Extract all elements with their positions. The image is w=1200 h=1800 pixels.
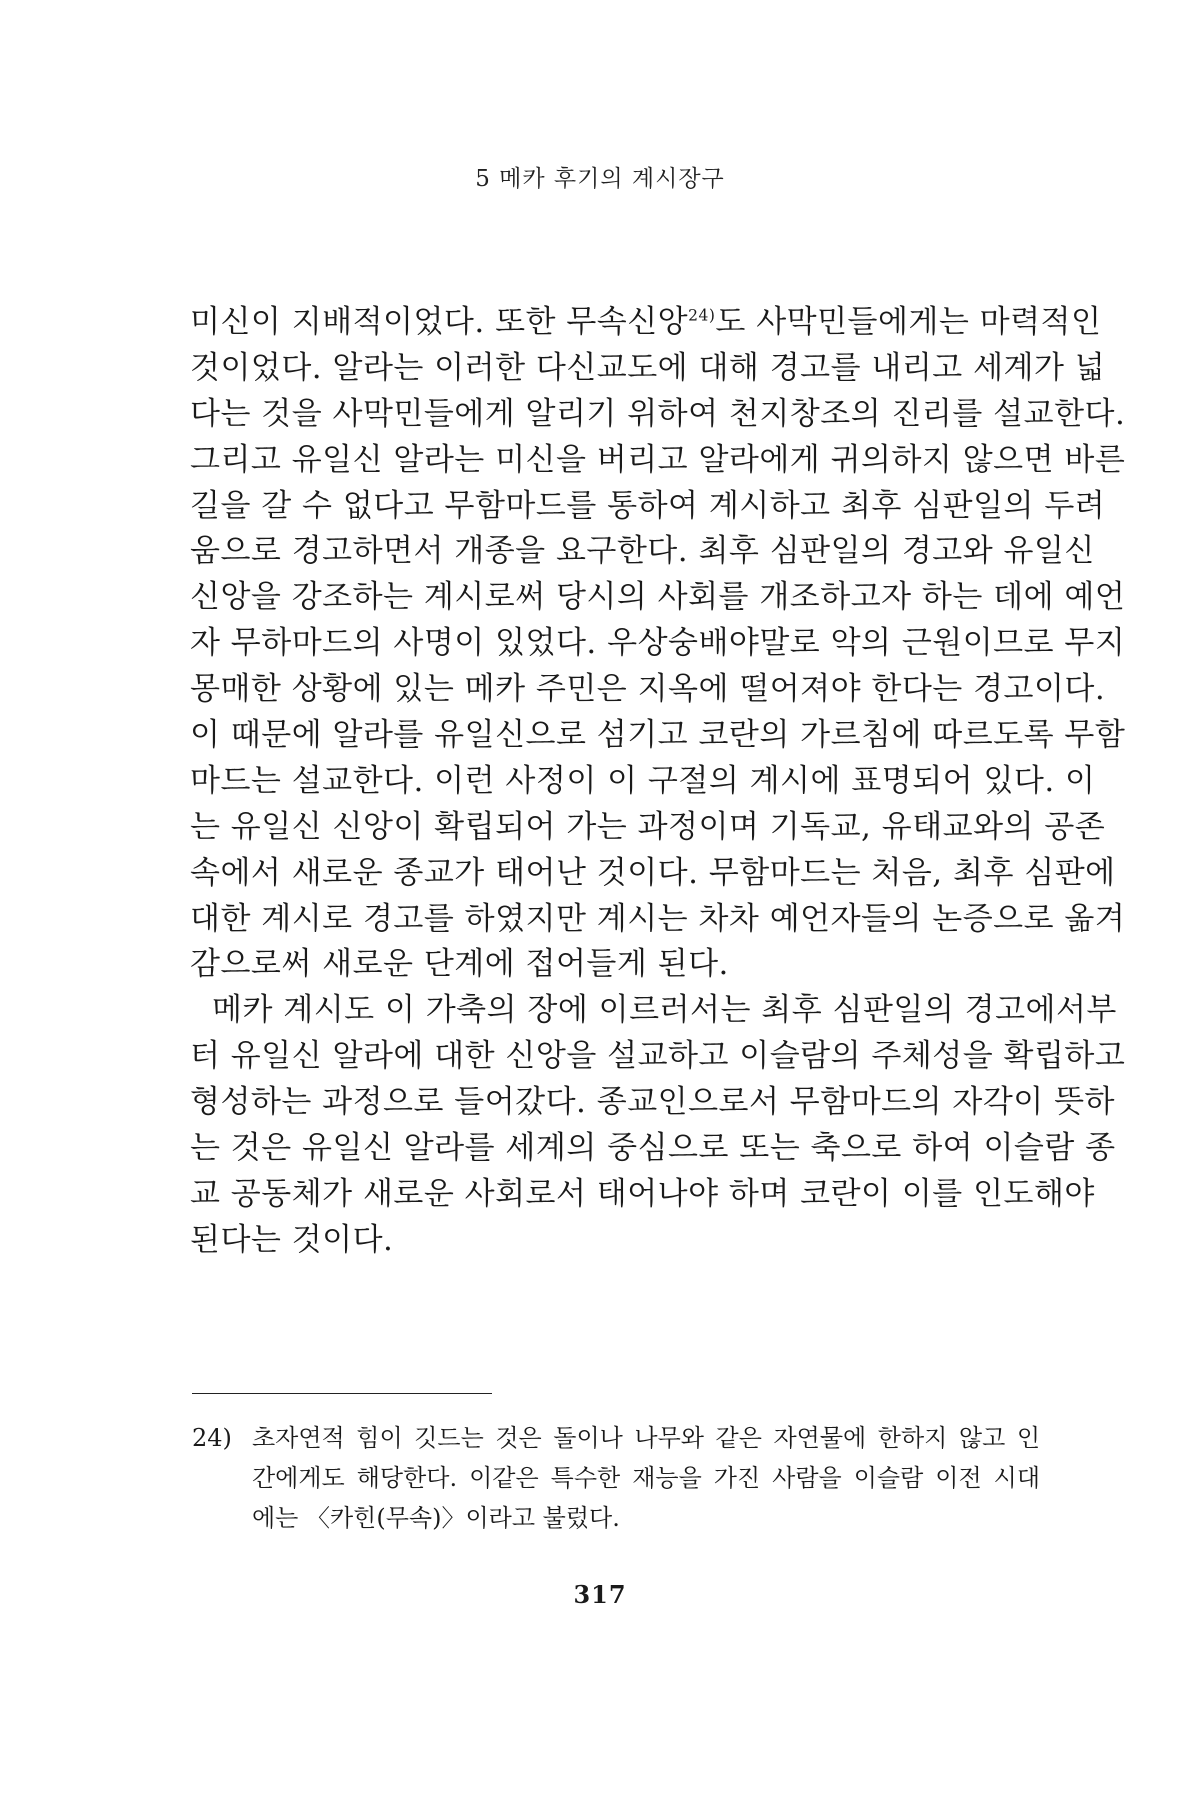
text-line-content: 미신이 지배적이었다. 또한 무속신앙 xyxy=(190,304,689,340)
footnote-line: 간에게도 해당한다. 이같은 특수한 재능을 가진 사람을 이슬람 이전 시대 xyxy=(252,1464,1040,1492)
footnote xyxy=(192,1418,1040,1538)
text-line: 이 때문에 알라를 유일신으로 섬기고 코란의 가르침에 따르도록 무함 xyxy=(190,717,1126,754)
text-line: 것이었다. 알라는 이러한 다신교도에 대해 경고를 내리고 세계가 넓 xyxy=(190,349,1106,386)
body-text xyxy=(190,300,1126,1264)
text-line-content: 도 사막민들에게는 마력적인 xyxy=(715,304,1102,340)
footnote-divider xyxy=(192,1393,492,1394)
text-line: 자 무하마드의 사명이 있었다. 우상숭배야말로 악의 근원이므로 무지 xyxy=(190,625,1126,662)
text-line: 대한 계시로 경고를 하였지만 계시는 차차 예언자들의 논증으로 옮겨 xyxy=(190,900,1126,937)
running-head: 5 메카 후기의 계시장구 xyxy=(475,166,725,192)
text-line: 감으로써 새로운 단계에 접어들게 된다. xyxy=(190,946,729,983)
text-line: 는 것은 유일신 알라를 세계의 중심으로 또는 축으로 하여 이슬람 종 xyxy=(190,1130,1116,1167)
text-line: 신앙을 강조하는 계시로써 당시의 사회를 개조하고자 하는 데에 예언 xyxy=(190,579,1126,616)
text-line: 움으로 경고하면서 개종을 요구한다. 최후 심판일의 경고와 유일신 xyxy=(190,533,1095,570)
text-line: 그리고 유일신 알라는 미신을 버리고 알라에게 귀의하지 않으면 바른 xyxy=(190,441,1126,478)
footnote-number: 24) xyxy=(192,1424,232,1452)
text-line: 몽매한 상황에 있는 메카 주민은 지옥에 떨어져야 한다는 경고이다. xyxy=(190,671,1106,708)
text-line xyxy=(190,300,1102,346)
text-line: 된다는 것이다. xyxy=(190,1221,394,1258)
page-number: 317 xyxy=(573,1580,627,1609)
footnote-reference: 24) xyxy=(688,306,716,325)
text-line: 속에서 새로운 종교가 태어난 것이다. 무함마드는 처음, 최후 심판에 xyxy=(190,854,1116,891)
text-line: 다는 것을 사막민들에게 알리기 위하여 천지창조의 진리를 설교한다. xyxy=(190,395,1126,432)
footnote-line xyxy=(192,1418,1040,1458)
footnote-line: 에는 〈카힌(무속)〉이라고 불렀다. xyxy=(252,1504,620,1532)
text-line: 마드는 설교한다. 이런 사정이 이 구절의 계시에 표명되어 있다. 이 xyxy=(190,762,1096,799)
text-line: 형성하는 과정으로 들어갔다. 종교인으로서 무함마드의 자각이 뜻하 xyxy=(190,1084,1115,1121)
text-line: 는 유일신 신앙이 확립되어 가는 과정이며 기독교, 유태교와의 공존 xyxy=(190,808,1106,845)
footnote-text: 초자연적 힘이 깃드는 것은 돌이나 나무와 같은 자연물에 한하지 않고 인 xyxy=(252,1424,1040,1452)
text-line: 길을 갈 수 없다고 무함마드를 통하여 계시하고 최후 심판일의 두려 xyxy=(190,487,1106,524)
text-line: 터 유일신 알라에 대한 신앙을 설교하고 이슬람의 주체성을 확립하고 xyxy=(190,1038,1126,1075)
text-line: 메카 계시도 이 가축의 장에 이르러서는 최후 심판일의 경고에서부 xyxy=(212,992,1117,1029)
text-line: 교 공동체가 새로운 사회로서 태어나야 하며 코란이 이를 인도해야 xyxy=(190,1175,1095,1212)
